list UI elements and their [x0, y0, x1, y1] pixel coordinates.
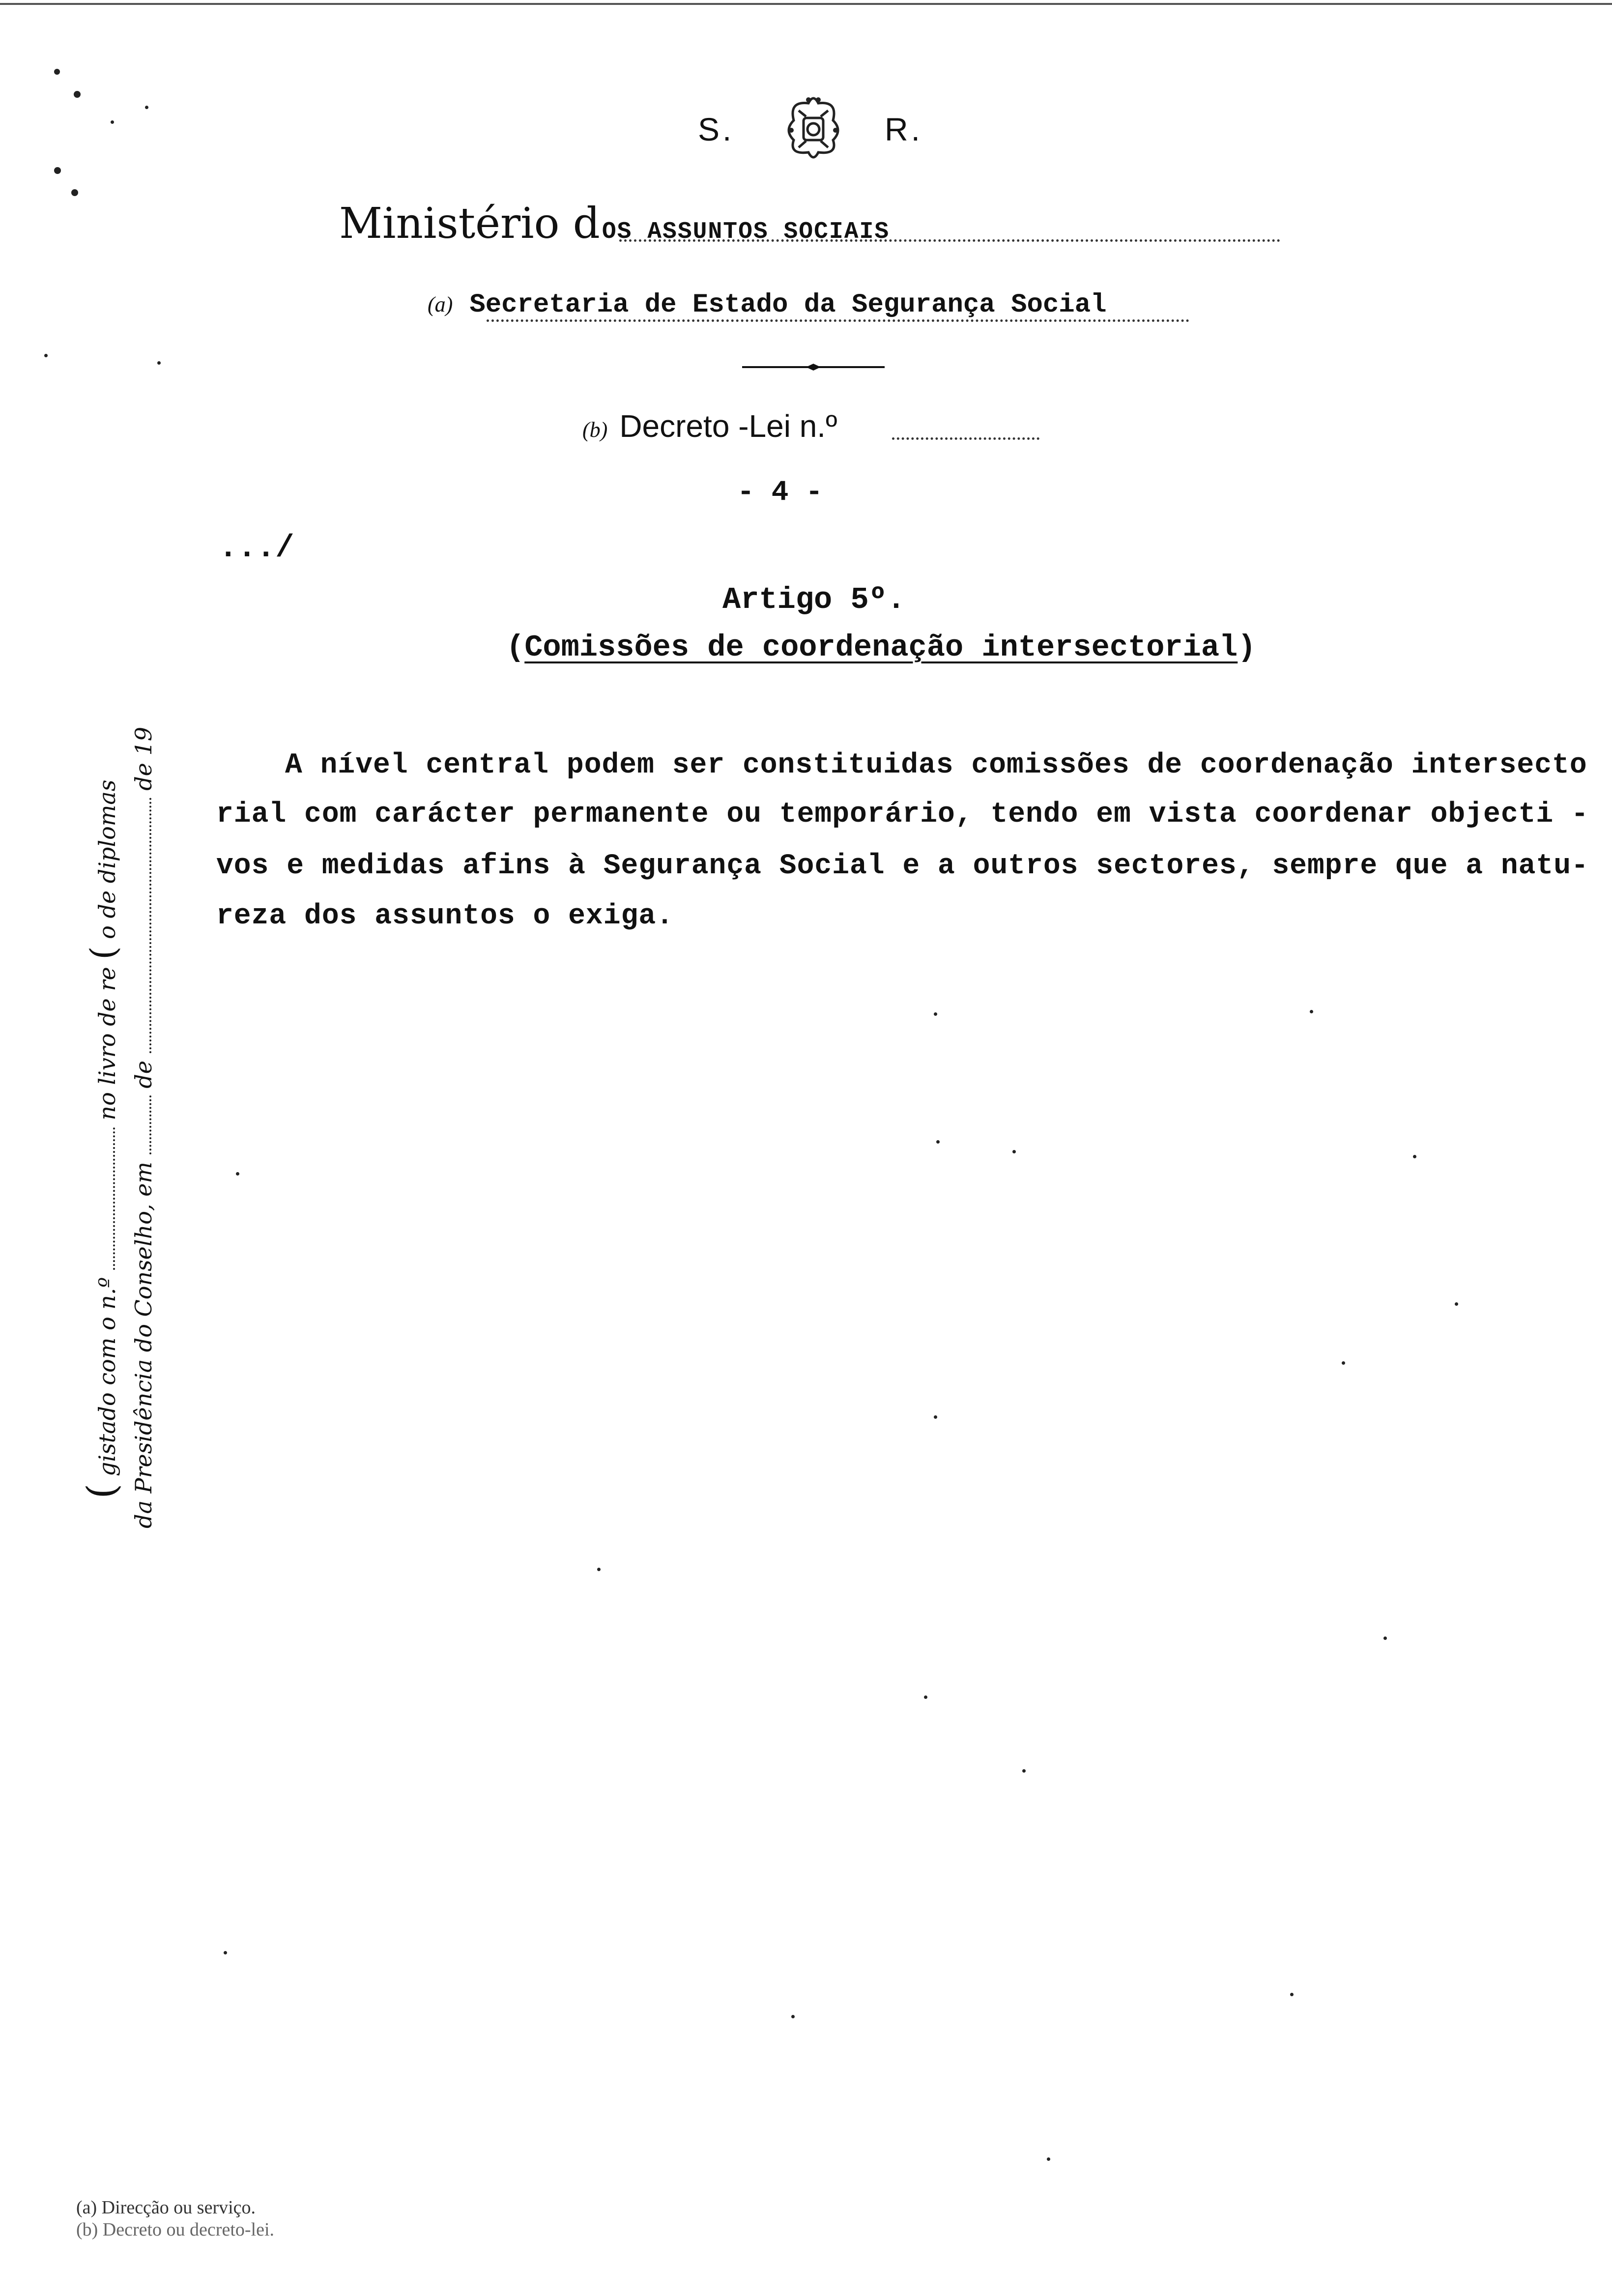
scan-speck	[157, 361, 161, 365]
decree-line	[582, 408, 837, 444]
decree-label: Decreto -Lei n.º	[619, 408, 837, 444]
article-body-line: vos e medidas afins à Segurança Social e a outros sectores, sempre que a natu-	[216, 850, 1589, 882]
article-subtitle-text: Comissões de coordenação intersectorial	[524, 630, 1238, 665]
secretaria-dotted-line	[487, 319, 1189, 322]
margin-registration-line-1	[79, 780, 124, 1499]
scan-speck	[934, 1012, 937, 1016]
scan-speck	[791, 2015, 795, 2018]
scan-speck	[111, 120, 114, 124]
scan-speck	[54, 167, 61, 174]
scan-speck	[1047, 2157, 1050, 2161]
scan-speck	[224, 1951, 227, 1954]
subtitle-close-paren: )	[1238, 630, 1256, 665]
scan-speck	[936, 1140, 940, 1144]
scan-top-line	[0, 3, 1612, 5]
margin-text-livro: no livro de re	[94, 967, 120, 1120]
scan-speck	[54, 69, 60, 75]
subtitle-open-paren: (	[506, 630, 525, 665]
margin-blank	[113, 1127, 115, 1270]
scan-speck	[1342, 1361, 1345, 1365]
ministry-prefix: Ministério d	[339, 199, 600, 248]
scan-speck	[1383, 1636, 1387, 1640]
footnote-b: (b) Decreto ou decreto-lei.	[76, 2219, 275, 2240]
scan-speck	[145, 106, 148, 109]
margin-blank	[149, 798, 151, 1053]
scan-speck	[597, 1568, 601, 1571]
margin-text-diplomas: o de diplomas	[94, 779, 120, 939]
footnote-a: (a) Direcção ou serviço.	[76, 2197, 256, 2218]
scan-speck	[1310, 1010, 1313, 1013]
margin-text-presidencia: da Presidência do Conselho, em	[130, 1161, 157, 1528]
ornamental-divider	[742, 364, 885, 371]
margin-text-registered: gistado com o n.º	[94, 1277, 120, 1477]
margin-bracket-inner: (	[83, 946, 123, 960]
ministry-name: OS ASSUNTOS SOCIAIS	[602, 219, 890, 245]
page-number: - 4 -	[737, 477, 823, 509]
margin-text-year: de 19	[130, 726, 157, 791]
scan-speck	[74, 91, 81, 98]
scan-speck	[71, 189, 78, 196]
margin-text-de: de	[130, 1061, 157, 1089]
scan-speck	[236, 1172, 239, 1176]
scan-speck	[44, 354, 48, 357]
emblem-left-letter: S.	[698, 111, 735, 147]
article-body-line: A nível central podem ser constituidas comissões de coordenação intersecto	[285, 749, 1587, 781]
scan-speck	[924, 1695, 927, 1699]
secretaria-name: Secretaria de Estado da Segurança Social	[469, 290, 1107, 320]
margin-registration-line-2	[130, 727, 157, 1528]
scan-speck	[1012, 1150, 1016, 1153]
emblem-right-letter: R.	[885, 111, 923, 147]
article-body-line: reza dos assuntos o exiga.	[216, 900, 674, 932]
article-body-line: rial com carácter permanente ou temporário, tendo em vista coordenar objecti -	[216, 799, 1589, 831]
margin-bracket: (	[79, 1483, 124, 1499]
margin-blank	[149, 1095, 151, 1154]
decree-number-blank	[892, 437, 1039, 440]
marker-b: (b)	[582, 418, 608, 442]
scan-speck	[1022, 1769, 1026, 1773]
scan-speck	[1455, 1302, 1458, 1306]
article-subtitle	[506, 630, 1256, 665]
scan-speck	[1413, 1155, 1416, 1158]
coat-of-arms-icon	[779, 91, 848, 165]
marker-a: (a)	[428, 292, 453, 316]
secretaria-line	[428, 290, 1107, 320]
scan-speck	[1290, 1993, 1294, 1996]
scan-speck	[934, 1415, 937, 1419]
ministry-dotted-line	[619, 239, 1280, 242]
article-title: Artigo 5º.	[722, 582, 906, 617]
continuation-mark: .../	[219, 531, 294, 566]
